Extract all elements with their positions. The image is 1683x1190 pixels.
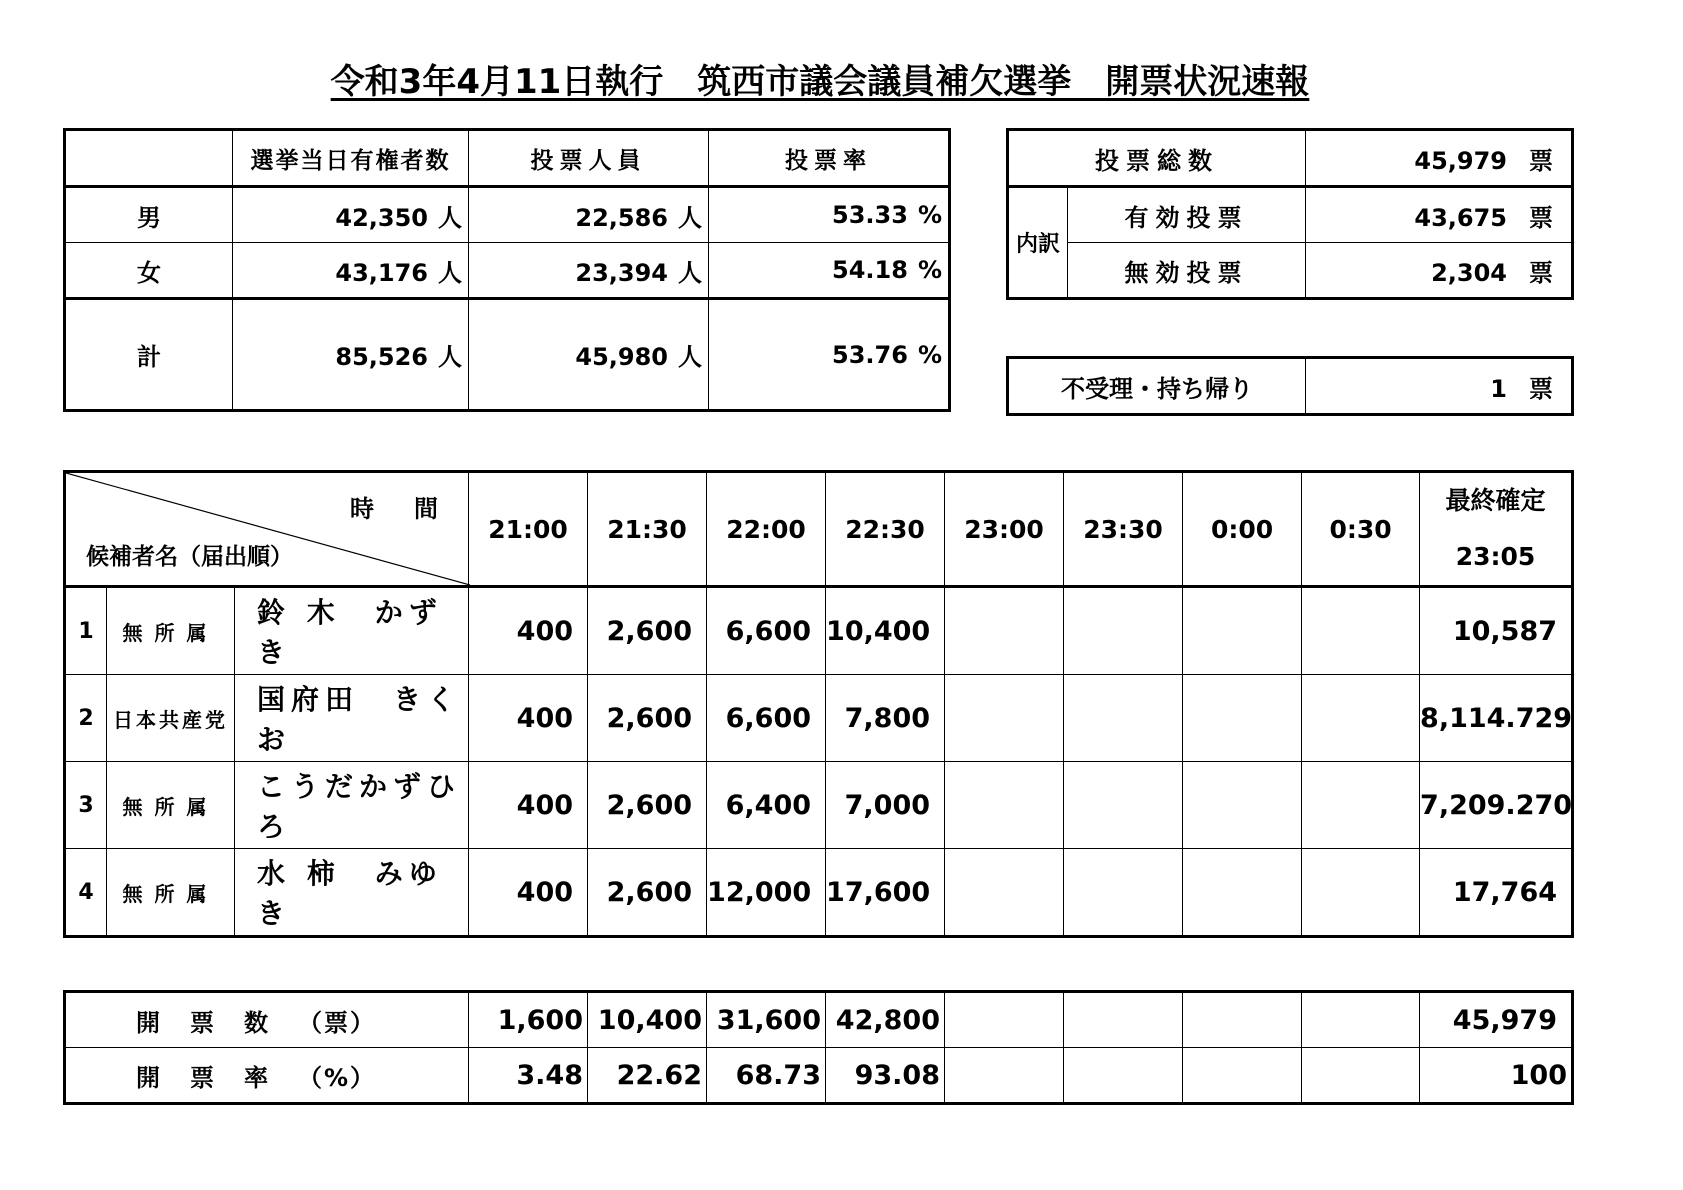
count-row: [65, 992, 1573, 1048]
final-vote-count: 7,209.270: [1420, 762, 1573, 849]
time-header: 23:30: [1064, 472, 1183, 587]
unit-ballot: 票: [1529, 258, 1553, 287]
count-row-unit: （票）: [298, 1008, 376, 1037]
eligible-header: 選挙当日有権者数: [233, 130, 469, 187]
final-vote-count: 8,114.729: [1420, 675, 1573, 762]
unit-person: 人: [678, 203, 702, 232]
time-header: 22:30: [826, 472, 945, 587]
vote-count: 400: [469, 675, 588, 762]
rate-row-value: [945, 1048, 1064, 1104]
unreturned-value: 1: [1490, 374, 1507, 403]
vote-count: [1302, 675, 1420, 762]
vote-count: 10,400: [826, 587, 945, 675]
candidate-rows: [65, 587, 1573, 937]
candidate-party: 無所属: [107, 762, 235, 849]
candidate-name: 鈴 木 かずき: [235, 587, 469, 675]
vote-count: [945, 587, 1064, 675]
vote-count: [1183, 849, 1302, 937]
total-value: 45,979: [1414, 146, 1507, 175]
vote-count: 6,600: [707, 675, 826, 762]
vote-count: [1064, 849, 1183, 937]
total-label: 投票総数: [1008, 130, 1306, 187]
voted-value: 45,980: [575, 343, 668, 371]
rate-value: 53.33: [832, 201, 908, 229]
ballot-invalid-row: [1008, 243, 1573, 299]
candidate-name: 水 柿 みゆき: [235, 849, 469, 937]
rate-header: 投票率: [709, 130, 950, 187]
unit-percent: %: [917, 340, 942, 369]
vote-count: [945, 849, 1064, 937]
final-time: 23:05: [1455, 542, 1536, 571]
count-row-value: 42,800: [826, 992, 945, 1048]
time-header: 0:00: [1183, 472, 1302, 587]
eligible-value: 42,350: [335, 203, 428, 232]
count-row-value: 31,600: [707, 992, 826, 1048]
candidate-name-header: 候補者名（届出順）: [86, 544, 293, 570]
final-label: 最終確定: [1445, 486, 1546, 515]
row-label: 女: [65, 243, 233, 299]
unit-person: 人: [678, 258, 702, 287]
time-header: 22:00: [707, 472, 826, 587]
header-diagonal-cell: [65, 472, 469, 587]
vote-count: 400: [469, 762, 588, 849]
candidate-party: 無所属: [107, 587, 235, 675]
ballot-summary-table: [1006, 128, 1574, 300]
unreturned-table: [1006, 356, 1574, 416]
voted-value: 22,586: [575, 203, 668, 232]
candidate-results-table: [63, 470, 1574, 938]
candidate-number: 3: [65, 762, 107, 849]
unit-person: 人: [438, 258, 462, 287]
final-vote-count: 17,764: [1420, 849, 1573, 937]
time-header: 21:30: [588, 472, 707, 587]
vote-count: 2,600: [588, 762, 707, 849]
unit-percent: %: [917, 201, 942, 229]
vote-count: 7,800: [826, 675, 945, 762]
rate-row-unit: （%）: [298, 1063, 377, 1092]
rate-row-value: 68.73: [707, 1048, 826, 1104]
rate-row-final: 100: [1420, 1048, 1573, 1104]
candidate-row: [65, 762, 1573, 849]
vote-count: 6,600: [707, 587, 826, 675]
count-row-value: [945, 992, 1064, 1048]
count-row-value: [1302, 992, 1420, 1048]
final-header: [1420, 472, 1573, 587]
candidate-name: こうだかずひろ: [235, 762, 469, 849]
candidate-row: [65, 849, 1573, 937]
unreturned-label: 不受理・持ち帰り: [1008, 358, 1306, 415]
candidate-party: 無所属: [107, 849, 235, 937]
rate-row: [65, 1048, 1573, 1104]
vote-count: 12,000: [707, 849, 826, 937]
vote-count: 2,600: [588, 587, 707, 675]
time-header: 21:00: [469, 472, 588, 587]
row-label: 男: [65, 187, 233, 243]
vote-count: [1064, 587, 1183, 675]
vote-count: 2,600: [588, 849, 707, 937]
page-title: 令和3年4月11日執行 筑西市議会議員補欠選挙 開票状況速報: [330, 62, 1310, 102]
invalid-label: 無効投票: [1068, 243, 1306, 299]
final-vote-count: 10,587: [1420, 587, 1573, 675]
candidate-row: [65, 675, 1573, 762]
vote-count: [1302, 849, 1420, 937]
vote-count: [1183, 675, 1302, 762]
vote-count: [1064, 762, 1183, 849]
candidate-number: 4: [65, 849, 107, 937]
vote-count: [945, 675, 1064, 762]
count-row-value: 10,400: [588, 992, 707, 1048]
ballot-total-row: [1008, 130, 1573, 187]
valid-value: 43,675: [1414, 203, 1507, 232]
voter-row-total: [65, 299, 950, 411]
candidate-number: 1: [65, 587, 107, 675]
vote-count: 400: [469, 587, 588, 675]
vote-count: [1183, 762, 1302, 849]
count-progress-table: [63, 990, 1574, 1105]
vote-count: 400: [469, 849, 588, 937]
candidate-party: 日本共産党: [107, 675, 235, 762]
vote-count: 2,600: [588, 675, 707, 762]
rate-row-value: 22.62: [588, 1048, 707, 1104]
count-row-label-cell: [65, 992, 469, 1048]
candidate-header-row: [65, 472, 1573, 587]
count-rows: [65, 992, 1573, 1104]
voter-turnout-table: [63, 128, 951, 412]
count-row-value: [1064, 992, 1183, 1048]
rate-row-label-cell: [65, 1048, 469, 1104]
unit-person: 人: [678, 343, 702, 371]
row-label: 計: [65, 299, 233, 411]
vote-count: [1183, 587, 1302, 675]
voted-header: 投票人員: [469, 130, 709, 187]
vote-count: [1064, 675, 1183, 762]
unreturned-row: [1008, 358, 1573, 415]
count-row-value: [1183, 992, 1302, 1048]
count-row-final: 45,979: [1420, 992, 1573, 1048]
invalid-value: 2,304: [1431, 258, 1507, 287]
voter-header-row: [65, 130, 950, 187]
rate-row-label: 開票率: [136, 1063, 298, 1092]
unit-percent: %: [917, 256, 942, 284]
vote-count: 6,400: [707, 762, 826, 849]
time-header: 23:00: [945, 472, 1064, 587]
ballot-valid-row: [1008, 187, 1573, 243]
rate-value: 53.76: [832, 340, 908, 369]
breakdown-label: 内訳: [1008, 187, 1068, 299]
candidate-name: 国府田 きくお: [235, 675, 469, 762]
rate-row-value: 93.08: [826, 1048, 945, 1104]
count-row-value: 1,600: [469, 992, 588, 1048]
candidate-number: 2: [65, 675, 107, 762]
time-label: 時 間: [350, 495, 447, 523]
eligible-value: 85,526: [335, 343, 428, 371]
unit-person: 人: [438, 343, 462, 371]
vote-count: [1302, 587, 1420, 675]
candidate-row: [65, 587, 1573, 675]
rate-row-value: [1183, 1048, 1302, 1104]
vote-count: 17,600: [826, 849, 945, 937]
eligible-value: 43,176: [335, 258, 428, 287]
valid-label: 有効投票: [1068, 187, 1306, 243]
vote-count: [945, 762, 1064, 849]
voted-value: 23,394: [575, 258, 668, 287]
unit-ballot: 票: [1529, 374, 1553, 403]
count-row-label: 開票数: [136, 1008, 298, 1037]
voter-row-male: [65, 187, 950, 243]
rate-row-value: 3.48: [469, 1048, 588, 1104]
time-header: 0:30: [1302, 472, 1420, 587]
vote-count: [1302, 762, 1420, 849]
unit-ballot: 票: [1529, 146, 1553, 175]
rate-row-value: [1064, 1048, 1183, 1104]
rate-row-value: [1302, 1048, 1420, 1104]
voter-header-blank: [65, 130, 233, 187]
voter-row-female: [65, 243, 950, 299]
unit-ballot: 票: [1529, 203, 1553, 232]
vote-count: 7,000: [826, 762, 945, 849]
unit-person: 人: [438, 203, 462, 232]
rate-value: 54.18: [832, 256, 908, 284]
